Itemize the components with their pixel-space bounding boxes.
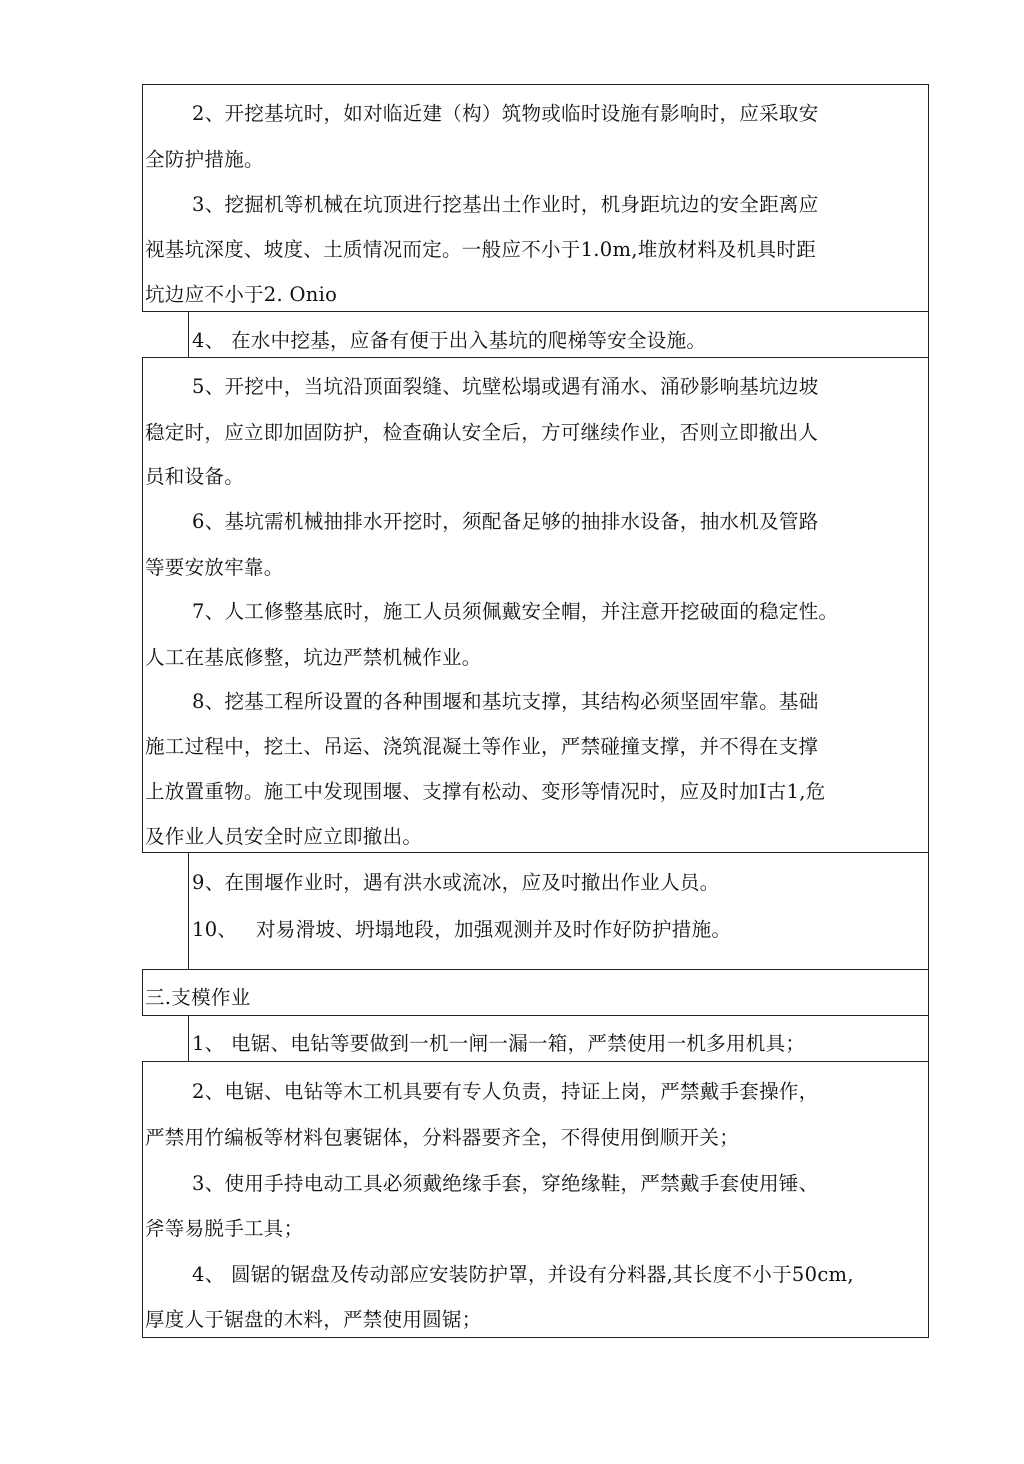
s3-item-3-line-1: 3、使用手持电动工具必须戴绝缘手套，穿绝缘鞋，严禁戴手套使用锤、 (192, 1172, 819, 1195)
item-5-line-1: 5、开挖中，当坑沿顶面裂缝、坑壁松塌或遇有涌水、涌砂影响基坑边坡 (192, 375, 819, 398)
s3-item-2-line-2: 严禁用竹编板等材料包裹锯体，分料器要齐全，不得使用倒顺开关； (145, 1126, 740, 1149)
s3-item-2-line-1: 2、电锯、电钻等木工机具要有专人负责，持证上岗，严禁戴手套操作， (192, 1080, 819, 1103)
item-6-line-1: 6、基坑需机械抽排水开挖时，须配备足够的抽排水设备，抽水机及管路 (192, 510, 819, 533)
item-5-line-2: 稳定时，应立即加固防护，检查确认安全后，方可继续作业，否则立即撤出人 (145, 421, 819, 444)
s3-item-3-line-2: 斧等易脱手工具； (145, 1217, 304, 1240)
item-8-line-2: 施工过程中，挖土、吊运、浇筑混凝土等作业，严禁碰撞支撑，并不得在支撑 (145, 735, 819, 758)
table-cell-section-3-header (142, 969, 929, 1016)
item-8-line-4: 及作业人员安全时应立即撤出。 (145, 825, 423, 848)
table-cell-items-9-10 (188, 852, 929, 970)
item-5-line-3: 员和设备。 (145, 465, 245, 488)
item-6-line-2: 等要安放牢靠。 (145, 556, 284, 579)
item-4: 4、 在水中挖基，应备有便于出入基坑的爬梯等安全设施。 (192, 329, 707, 352)
s3-item-1: 1、 电锯、电钻等要做到一机一闸一漏一箱，严禁使用一机多用机具； (192, 1032, 806, 1055)
s3-item-4-line-1: 4、 圆锯的锯盘及传动部应安装防护罩，并设有分料器,其长度不小于50cm, (192, 1263, 854, 1286)
item-8-line-1: 8、挖基工程所设置的各种围堰和基坑支撑，其结构必须坚固牢靠。基础 (192, 690, 819, 713)
item-3-line-2: 视基坑深度、坡度、土质情况而定。一般应不小于1.0m,堆放材料及机具时距 (145, 238, 817, 261)
item-7-line-1: 7、人工修整基底时，施工人员须佩戴安全帽，并注意开挖破面的稳定性。 (192, 600, 839, 623)
item-7-line-2: 人工在基底修整，坑边严禁机械作业。 (145, 646, 482, 669)
item-3-line-1: 3、挖掘机等机械在坑顶进行挖基出土作业时，机身距坑边的安全距离应 (192, 193, 819, 216)
item-2-line-2: 全防护措施。 (145, 148, 264, 171)
item-3-line-3: 坑边应不小于2. Onio (145, 283, 338, 306)
item-2-line-1: 2、开挖基坑时，如对临近建（构）筑物或临时设施有影响时，应采取安 (192, 102, 819, 125)
item-10-text: 对易滑坡、坍塌地段，加强观测并及时作好防护措施。 (256, 918, 732, 941)
s3-item-4-line-2: 厚度人于锯盘的木料，严禁使用圆锯； (145, 1308, 482, 1331)
item-10-number: 10、 (192, 918, 238, 941)
item-9: 9、在围堰作业时，遇有洪水或流冰，应及吋撤出作业人员。 (192, 871, 720, 894)
section-3-title: 三.支模作业 (145, 986, 251, 1009)
item-8-line-3: 上放置重物。施工中发现围堰、支撑有松动、变形等情况时，应及时加I古1,危 (145, 780, 826, 803)
